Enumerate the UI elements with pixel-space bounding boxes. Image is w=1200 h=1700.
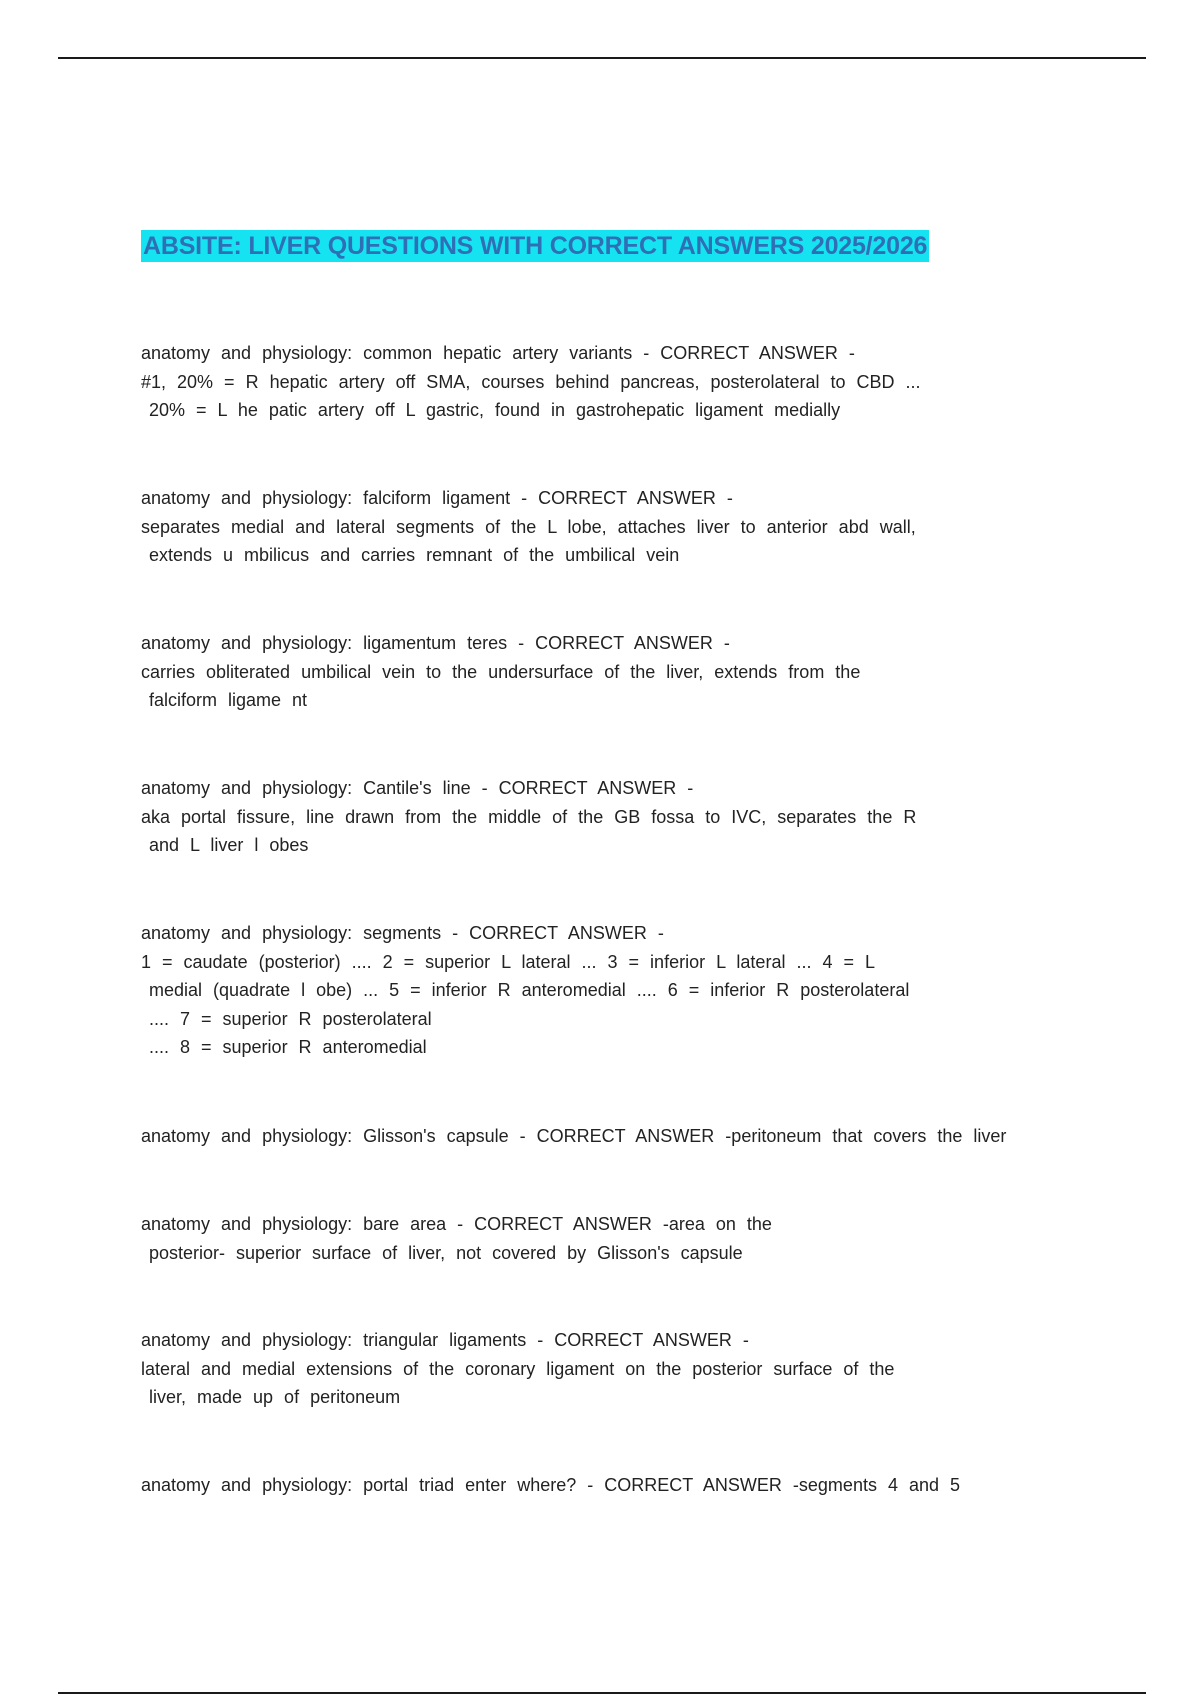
answer-line: and L liver l obes	[149, 835, 309, 855]
answer-line: posterior- superior surface of liver, not covered by Glisson's capsule	[149, 1242, 743, 1263]
qa-entry-bare-area	[141, 1210, 772, 1267]
answer-line: 1 = caudate (posterior) .... 2 = superior L lateral ... 3 = inferior L lateral ... 4 = L	[141, 951, 875, 972]
question-line: anatomy and physiology: segments - CORRECT ANSWER -	[141, 923, 664, 943]
answer-line: separates medial and lateral segments of the L lobe, attaches liver to anterior abd wall,	[141, 516, 916, 537]
question-line: anatomy and physiology: bare area - CORRECT ANSWER -area on the	[141, 1214, 772, 1234]
question-line: anatomy and physiology: triangular ligaments - CORRECT ANSWER -	[141, 1330, 749, 1350]
question-line: anatomy and physiology: falciform ligament - CORRECT ANSWER -	[141, 488, 733, 508]
answer-line: medial (quadrate l obe) ... 5 = inferior R anteromedial .... 6 = inferior R posterolateral	[149, 980, 910, 1000]
answer-line: .... 8 = superior R anteromedial	[149, 1037, 427, 1057]
qa-entry-cantiles-line	[141, 774, 916, 860]
qa-entry-hepatic-artery-variants	[141, 339, 921, 425]
question-line: anatomy and physiology: portal triad enter where? - CORRECT ANSWER -segments 4 and 5	[141, 1475, 961, 1495]
qa-entry-segments	[141, 919, 909, 1062]
answer-line: aka portal fissure, line drawn from the middle of the GB fossa to IVC, separates the R	[141, 806, 917, 827]
question-line: anatomy and physiology: ligamentum teres - CORRECT ANSWER -	[141, 633, 730, 653]
qa-entry-portal-triad	[141, 1471, 960, 1500]
answer-line: liver, made up of peritoneum	[149, 1387, 401, 1407]
answer-line: lateral and medial extensions of the coronary ligament on the posterior surface of the	[141, 1358, 895, 1379]
answer-line: .... 7 = superior R posterolateral	[149, 1008, 432, 1029]
footer-rule	[58, 1692, 1146, 1694]
question-line: anatomy and physiology: Cantile's line - CORRECT ANSWER -	[141, 778, 694, 798]
question-line: anatomy and physiology: common hepatic artery variants - CORRECT ANSWER -	[141, 343, 855, 363]
answer-line: 20% = L he patic artery off L gastric, found in gastrohepatic ligament medially	[149, 400, 841, 420]
qa-entry-falciform-ligament	[141, 484, 916, 570]
answer-line: #1, 20% = R hepatic artery off SMA, courses behind pancreas, posterolateral to CBD ...	[141, 371, 921, 392]
question-line: anatomy and physiology: Glisson's capsule - CORRECT ANSWER -peritoneum that covers the liver	[141, 1126, 1007, 1146]
answer-line: extends u mbilicus and carries remnant of the umbilical vein	[149, 545, 680, 565]
qa-entry-ligamentum-teres	[141, 629, 860, 715]
answer-line: carries obliterated umbilical vein to the undersurface of the liver, extends from the	[141, 661, 861, 682]
qa-entry-glissons-capsule	[141, 1122, 1006, 1151]
qa-entry-triangular-ligaments	[141, 1326, 894, 1412]
document-title: ABSITE: LIVER QUESTIONS WITH CORRECT ANSWERS 2025/2026	[143, 232, 928, 260]
header-rule	[58, 57, 1146, 59]
answer-line: falciform ligame nt	[149, 690, 308, 710]
